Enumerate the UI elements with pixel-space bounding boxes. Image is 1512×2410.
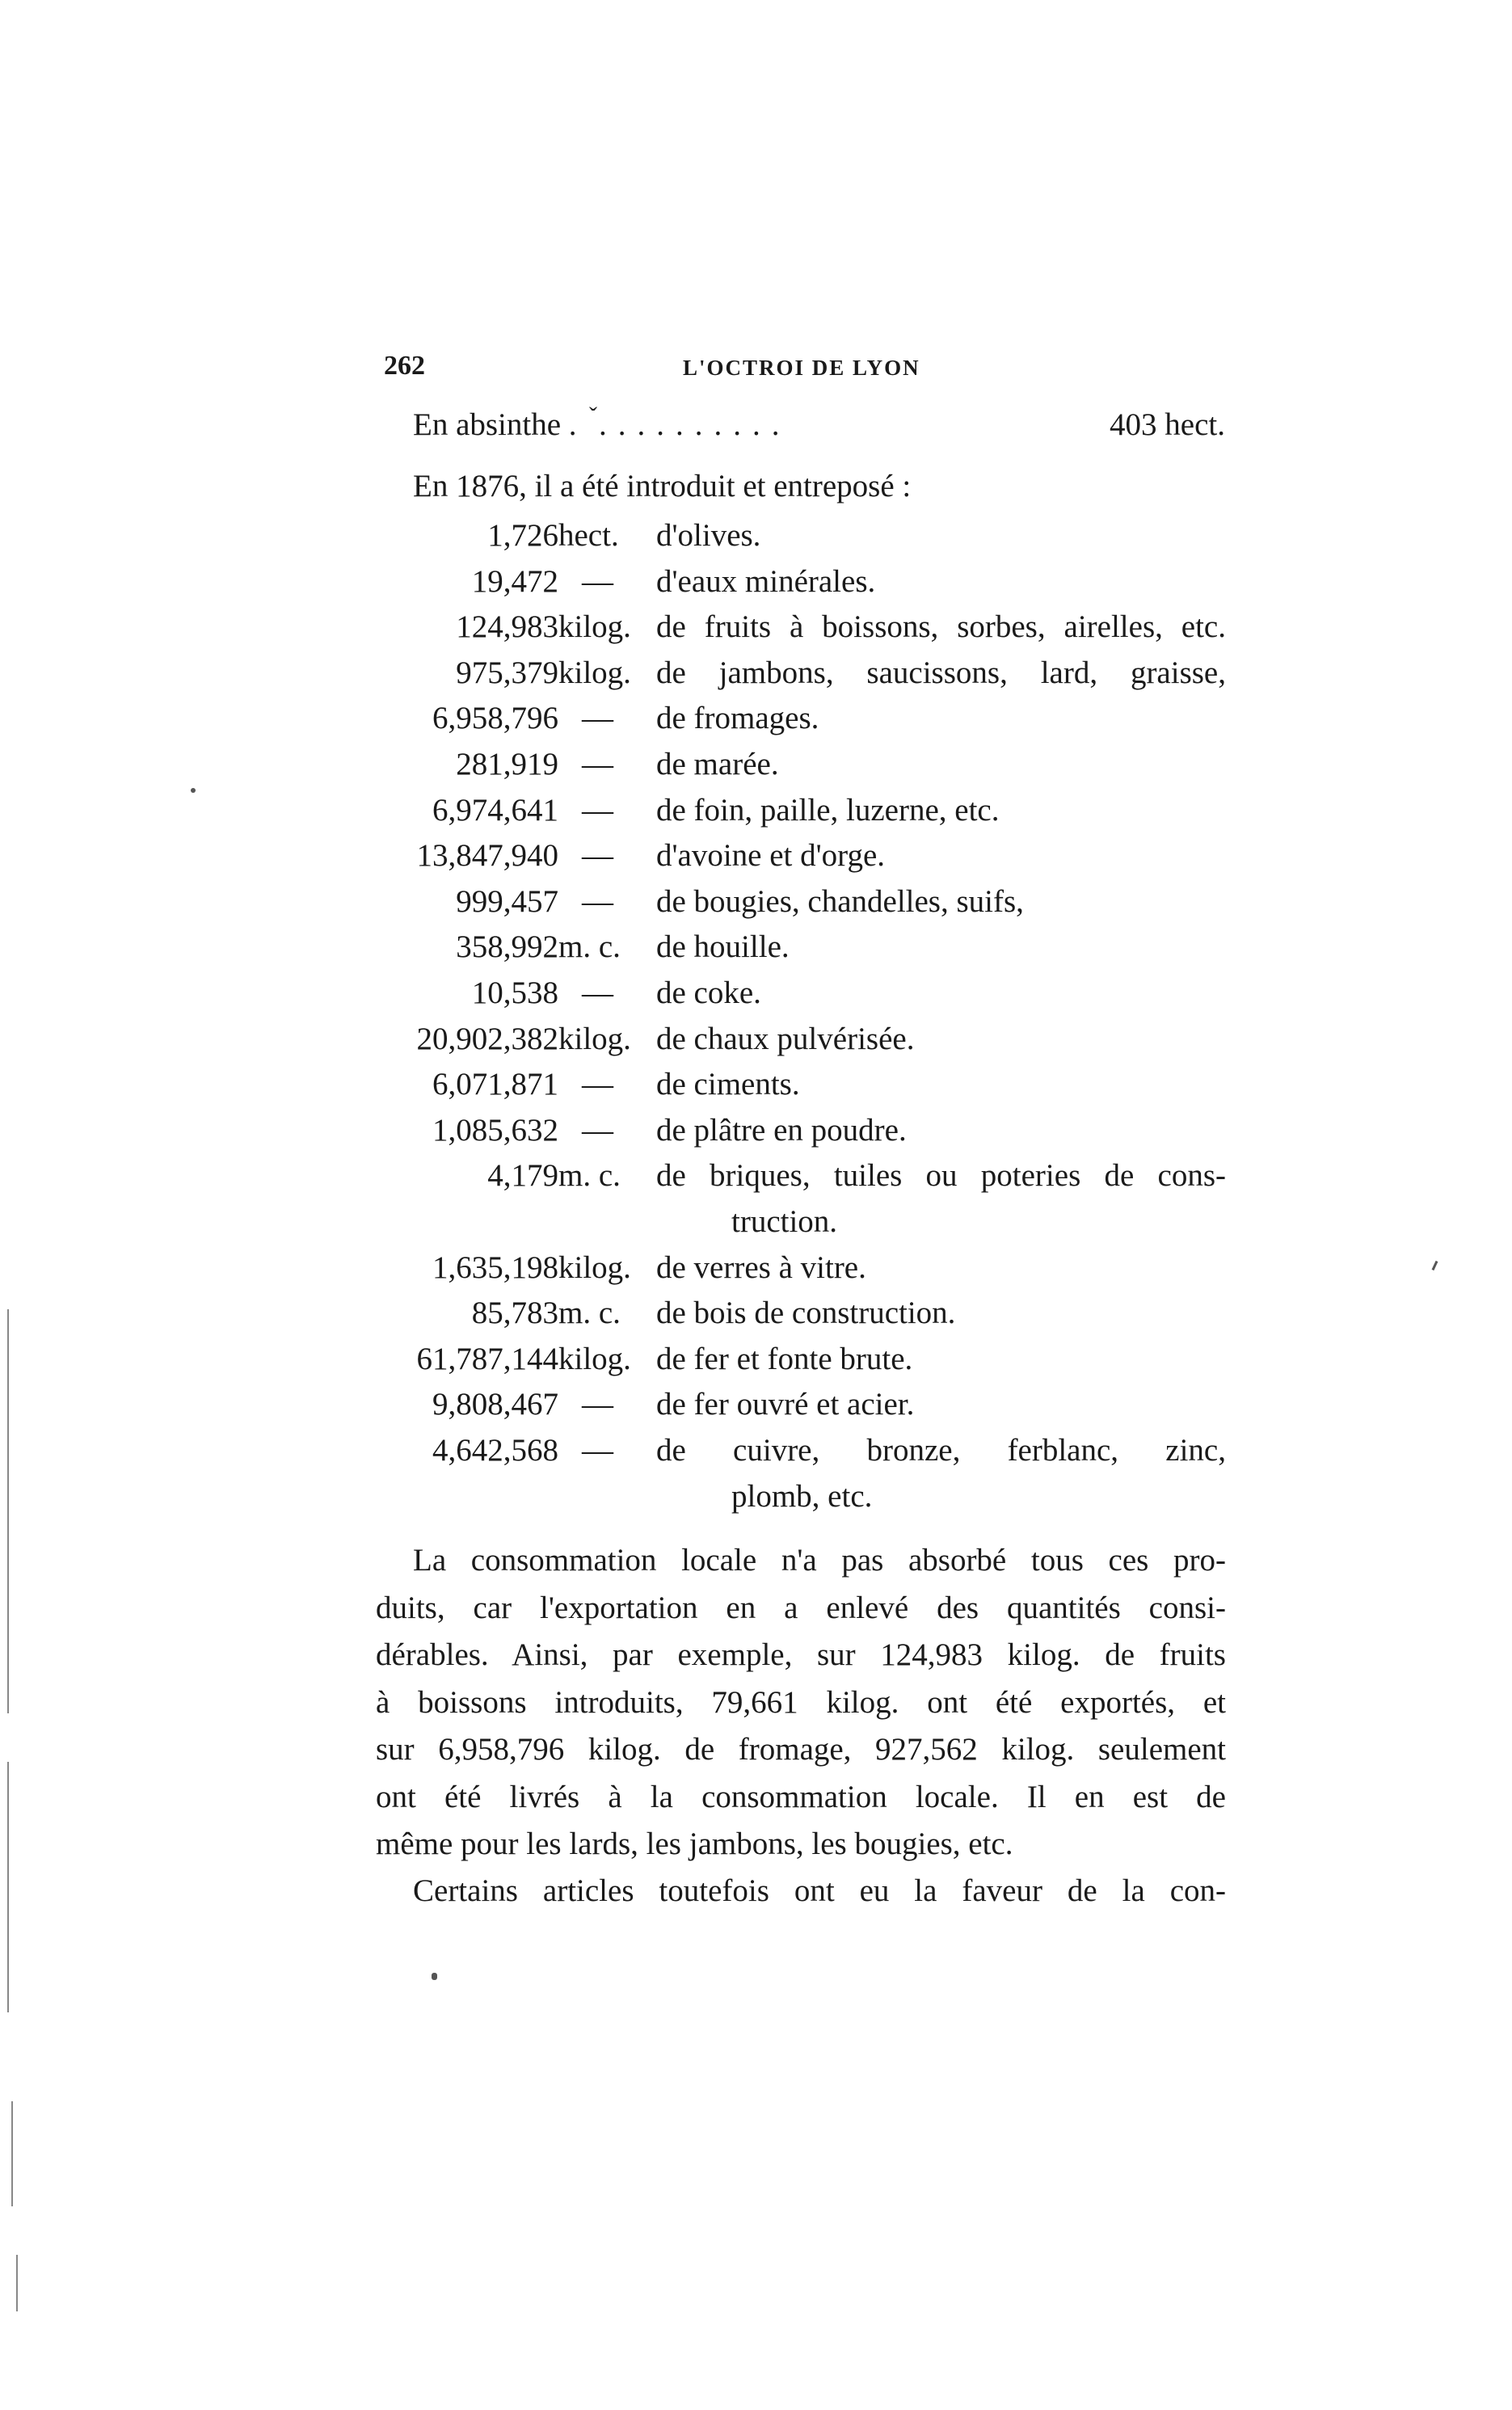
quantity-value: 61,787,144 [416,1341,558,1376]
table-row [0,1249,1512,1288]
description-continuation: truction. [731,1204,838,1239]
intro-line: En 1876, il a été introduit et entreposé : [413,469,912,503]
quantity-value: 85,783 [471,1296,558,1331]
table-row [0,929,1512,967]
margin-rule [7,1309,9,1713]
unit-label: hect. [558,518,619,553]
item-description: de verres à vitre. [656,1249,866,1285]
quantity-value: 20,902,382 [416,1021,558,1056]
scan-dot [432,1973,437,1980]
item-description: de briques, tuiles ou poteries de cons- [656,1158,1226,1194]
absinthe-dots: .......... [599,407,791,442]
table-row [0,1157,1512,1196]
item-description: de houille. [656,929,790,965]
table-row [0,1295,1512,1334]
quantity-value: 358,992 [456,929,558,965]
unit-label: — [582,1387,613,1422]
quantity-value: 1,085,632 [432,1112,558,1148]
item-description: de chaux pulvérisée. [656,1021,915,1056]
table-row [0,517,1512,556]
unit-label: m. c. [558,1158,621,1194]
paragraph-line: ont été livrés à la consommation locale. Il en est de [376,1779,1226,1814]
unit-label: kilog. [558,1021,631,1056]
item-description: de ciments. [656,1067,800,1102]
paragraph-line: La consommation locale n'a pas absorbé tous ces pro- [413,1543,1226,1578]
item-description: de cuivre, bronze, ferblanc, zinc, [656,1433,1226,1468]
quantity-value: 1,635,198 [432,1249,558,1285]
paragraph-line: dérables. Ainsi, par exemple, sur 124,983 kilog. de fruits [376,1637,1226,1672]
unit-label: kilog. [558,1249,631,1285]
margin-rule [11,2101,13,2206]
table-row [0,655,1512,693]
table-row [0,1112,1512,1151]
quantity-value: 999,457 [456,883,558,919]
unit-label: kilog. [558,1341,631,1376]
table-row [0,609,1512,647]
unit-label: — [582,975,613,1010]
absinthe-quantity: 403 hect. [1110,407,1225,442]
running-header [384,351,1224,391]
table-row [0,1386,1512,1425]
unit-label: — [582,701,613,736]
item-description: de marée. [656,747,779,782]
table-row [0,975,1512,1013]
table-row [0,746,1512,785]
table-row [0,792,1512,831]
item-description: de foin, paille, luzerne, etc. [656,792,1000,828]
paragraph-line: sur 6,958,796 kilog. de fromage, 927,562 kilog. seulement [376,1732,1226,1767]
item-description: de fromages. [656,701,819,736]
item-description: de fer ouvré et acier. [656,1387,915,1422]
quantity-value: 4,642,568 [432,1433,558,1468]
quantity-value: 1,726 [487,518,558,553]
table-row [0,700,1512,739]
unit-label: — [582,563,613,599]
quantity-value: 6,071,871 [432,1067,558,1102]
quantity-value: 6,958,796 [432,701,558,736]
margin-rule [7,1762,9,2012]
quantity-value: 975,379 [456,655,558,690]
quantity-value: 281,919 [456,747,558,782]
table-row [0,837,1512,876]
item-description: de plâtre en poudre. [656,1112,907,1148]
table-row [0,1066,1512,1105]
quantity-value: 4,179 [487,1158,558,1194]
paragraph-line: duits, car l'exportation en a enlevé des quantités consi- [376,1590,1226,1625]
item-description: de bougies, chandelles, suifs, [656,883,1024,919]
unit-label: kilog. [558,609,631,645]
unit-label: — [582,747,613,782]
unit-label: kilog. [558,655,631,690]
quantity-value: 10,538 [471,975,558,1010]
table-row [0,1341,1512,1380]
margin-rule [16,2255,18,2311]
unit-label: — [582,1433,613,1468]
paragraph-line: Certains articles toutefois ont eu la faveur de la con- [413,1873,1226,1908]
table-row [0,883,1512,922]
item-description: de fruits à boissons, sorbes, airelles, etc. [656,609,1226,645]
absinthe-tick: ˇ [589,402,597,429]
quantity-value: 19,472 [471,563,558,599]
absinthe-label: En absinthe . [413,407,577,442]
item-description: d'olives. [656,518,761,553]
unit-label: m. c. [558,1296,621,1331]
quantity-value: 6,974,641 [432,792,558,828]
page-number: 262 [384,351,425,381]
unit-label: — [582,1067,613,1102]
quantity-value: 13,847,940 [416,838,558,874]
quantity-value: 9,808,467 [432,1387,558,1422]
table-row [0,1021,1512,1060]
table-row [0,563,1512,602]
item-description: de fer et fonte brute. [656,1341,913,1376]
unit-label: m. c. [558,929,621,965]
item-description: de jambons, saucissons, lard, graisse, [656,655,1226,690]
paragraph-line: même pour les lards, les jambons, les bougies, etc. [376,1826,1013,1861]
scan-dot [191,788,196,793]
running-title: L'OCTROI DE LYON [683,356,920,380]
paragraph-line: à boissons introduits, 79,661 kilog. ont été exportés, et [376,1684,1226,1720]
item-description: d'eaux minérales. [656,563,876,599]
item-description: de bois de construction. [656,1296,956,1331]
table-row [0,1432,1512,1471]
unit-label: — [582,792,613,828]
quantity-value: 124,983 [456,609,558,645]
item-description: d'avoine et d'orge. [656,838,885,874]
unit-label: — [582,838,613,874]
item-description: de coke. [656,975,761,1010]
unit-label: — [582,1112,613,1148]
description-continuation: plomb, etc. [731,1478,873,1514]
unit-label: — [582,883,613,919]
